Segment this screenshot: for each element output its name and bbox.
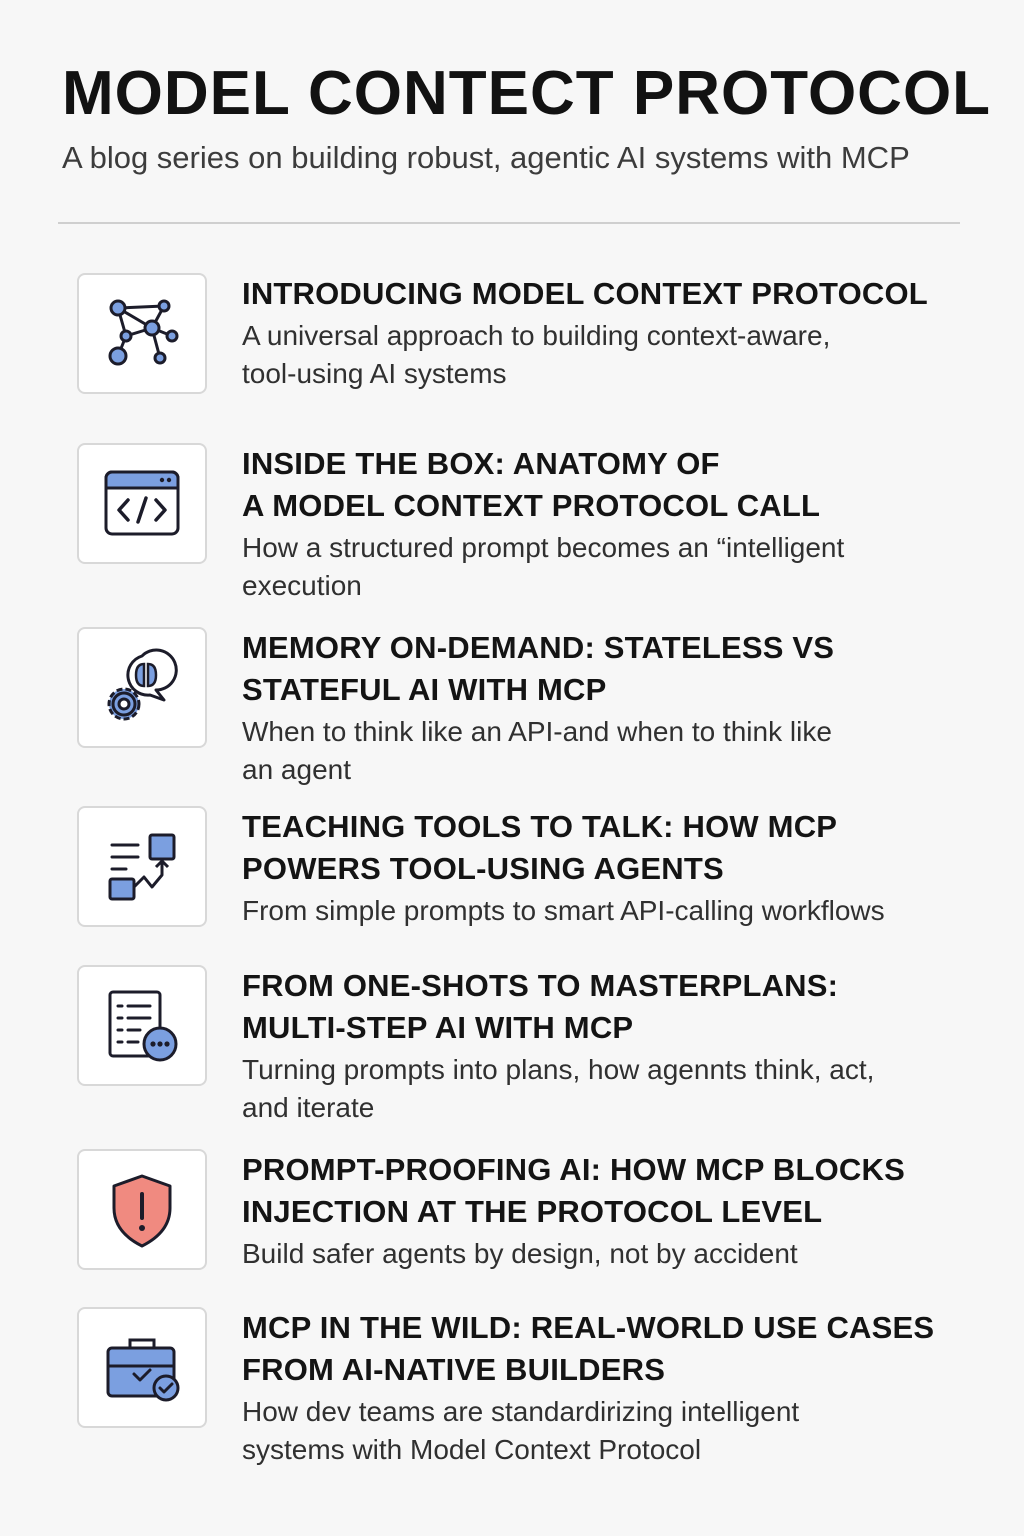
article-description: How a structured prompt becomes an “intelligent execution [242, 532, 845, 601]
shield-alert-icon [77, 1149, 207, 1270]
article-title[interactable]: TEACHING TOOLS TO TALK: HOW MCP POWERS TOOL-USING AGENTS [242, 809, 838, 886]
plan-document-icon [77, 965, 207, 1086]
article-description: Turning prompts into plans, how agennts think, act, and iterate [242, 1054, 875, 1123]
page-title: MODEL CONTECT PROTOCOL [62, 59, 992, 128]
article-description: How dev teams are standardirizing intelligent systems with Model Context Protocol [242, 1396, 800, 1465]
page-subtitle: A blog series on building robust, agentic AI systems with MCP [62, 140, 910, 175]
article-title[interactable]: INTRODUCING MODEL CONTEXT PROTOCOL [242, 276, 928, 311]
article-title[interactable]: PROMPT-PROOFING AI: HOW MCP BLOCKS INJECTION AT THE PROTOCOL LEVEL [242, 1152, 905, 1229]
code-window-icon [77, 443, 207, 564]
article-description: When to think like an API-and when to think like an agent [242, 716, 832, 785]
article-title[interactable]: INSIDE THE BOX: ANATOMY OF A MODEL CONTEXT PROTOCOL CALL [242, 446, 821, 523]
article-title[interactable]: MCP IN THE WILD: REAL-WORLD USE CASES FROM AI-NATIVE BUILDERS [242, 1310, 935, 1387]
tool-workflow-icon [77, 806, 207, 927]
network-graph-icon [77, 273, 207, 394]
article-title[interactable]: MEMORY ON-DEMAND: STATELESS VS STATEFUL AI WITH MCP [242, 630, 835, 707]
briefcase-check-icon [77, 1307, 207, 1428]
article-description: A universal approach to building context-aware, tool-using AI systems [242, 320, 831, 389]
article-description: From simple prompts to smart API-calling workflows [242, 895, 885, 926]
gear-brain-chat-icon [77, 627, 207, 748]
article-title[interactable]: FROM ONE-SHOTS TO MASTERPLANS: MULTI-STEP AI WITH MCP [242, 968, 839, 1045]
article-description: Build safer agents by design, not by accident [242, 1238, 798, 1269]
